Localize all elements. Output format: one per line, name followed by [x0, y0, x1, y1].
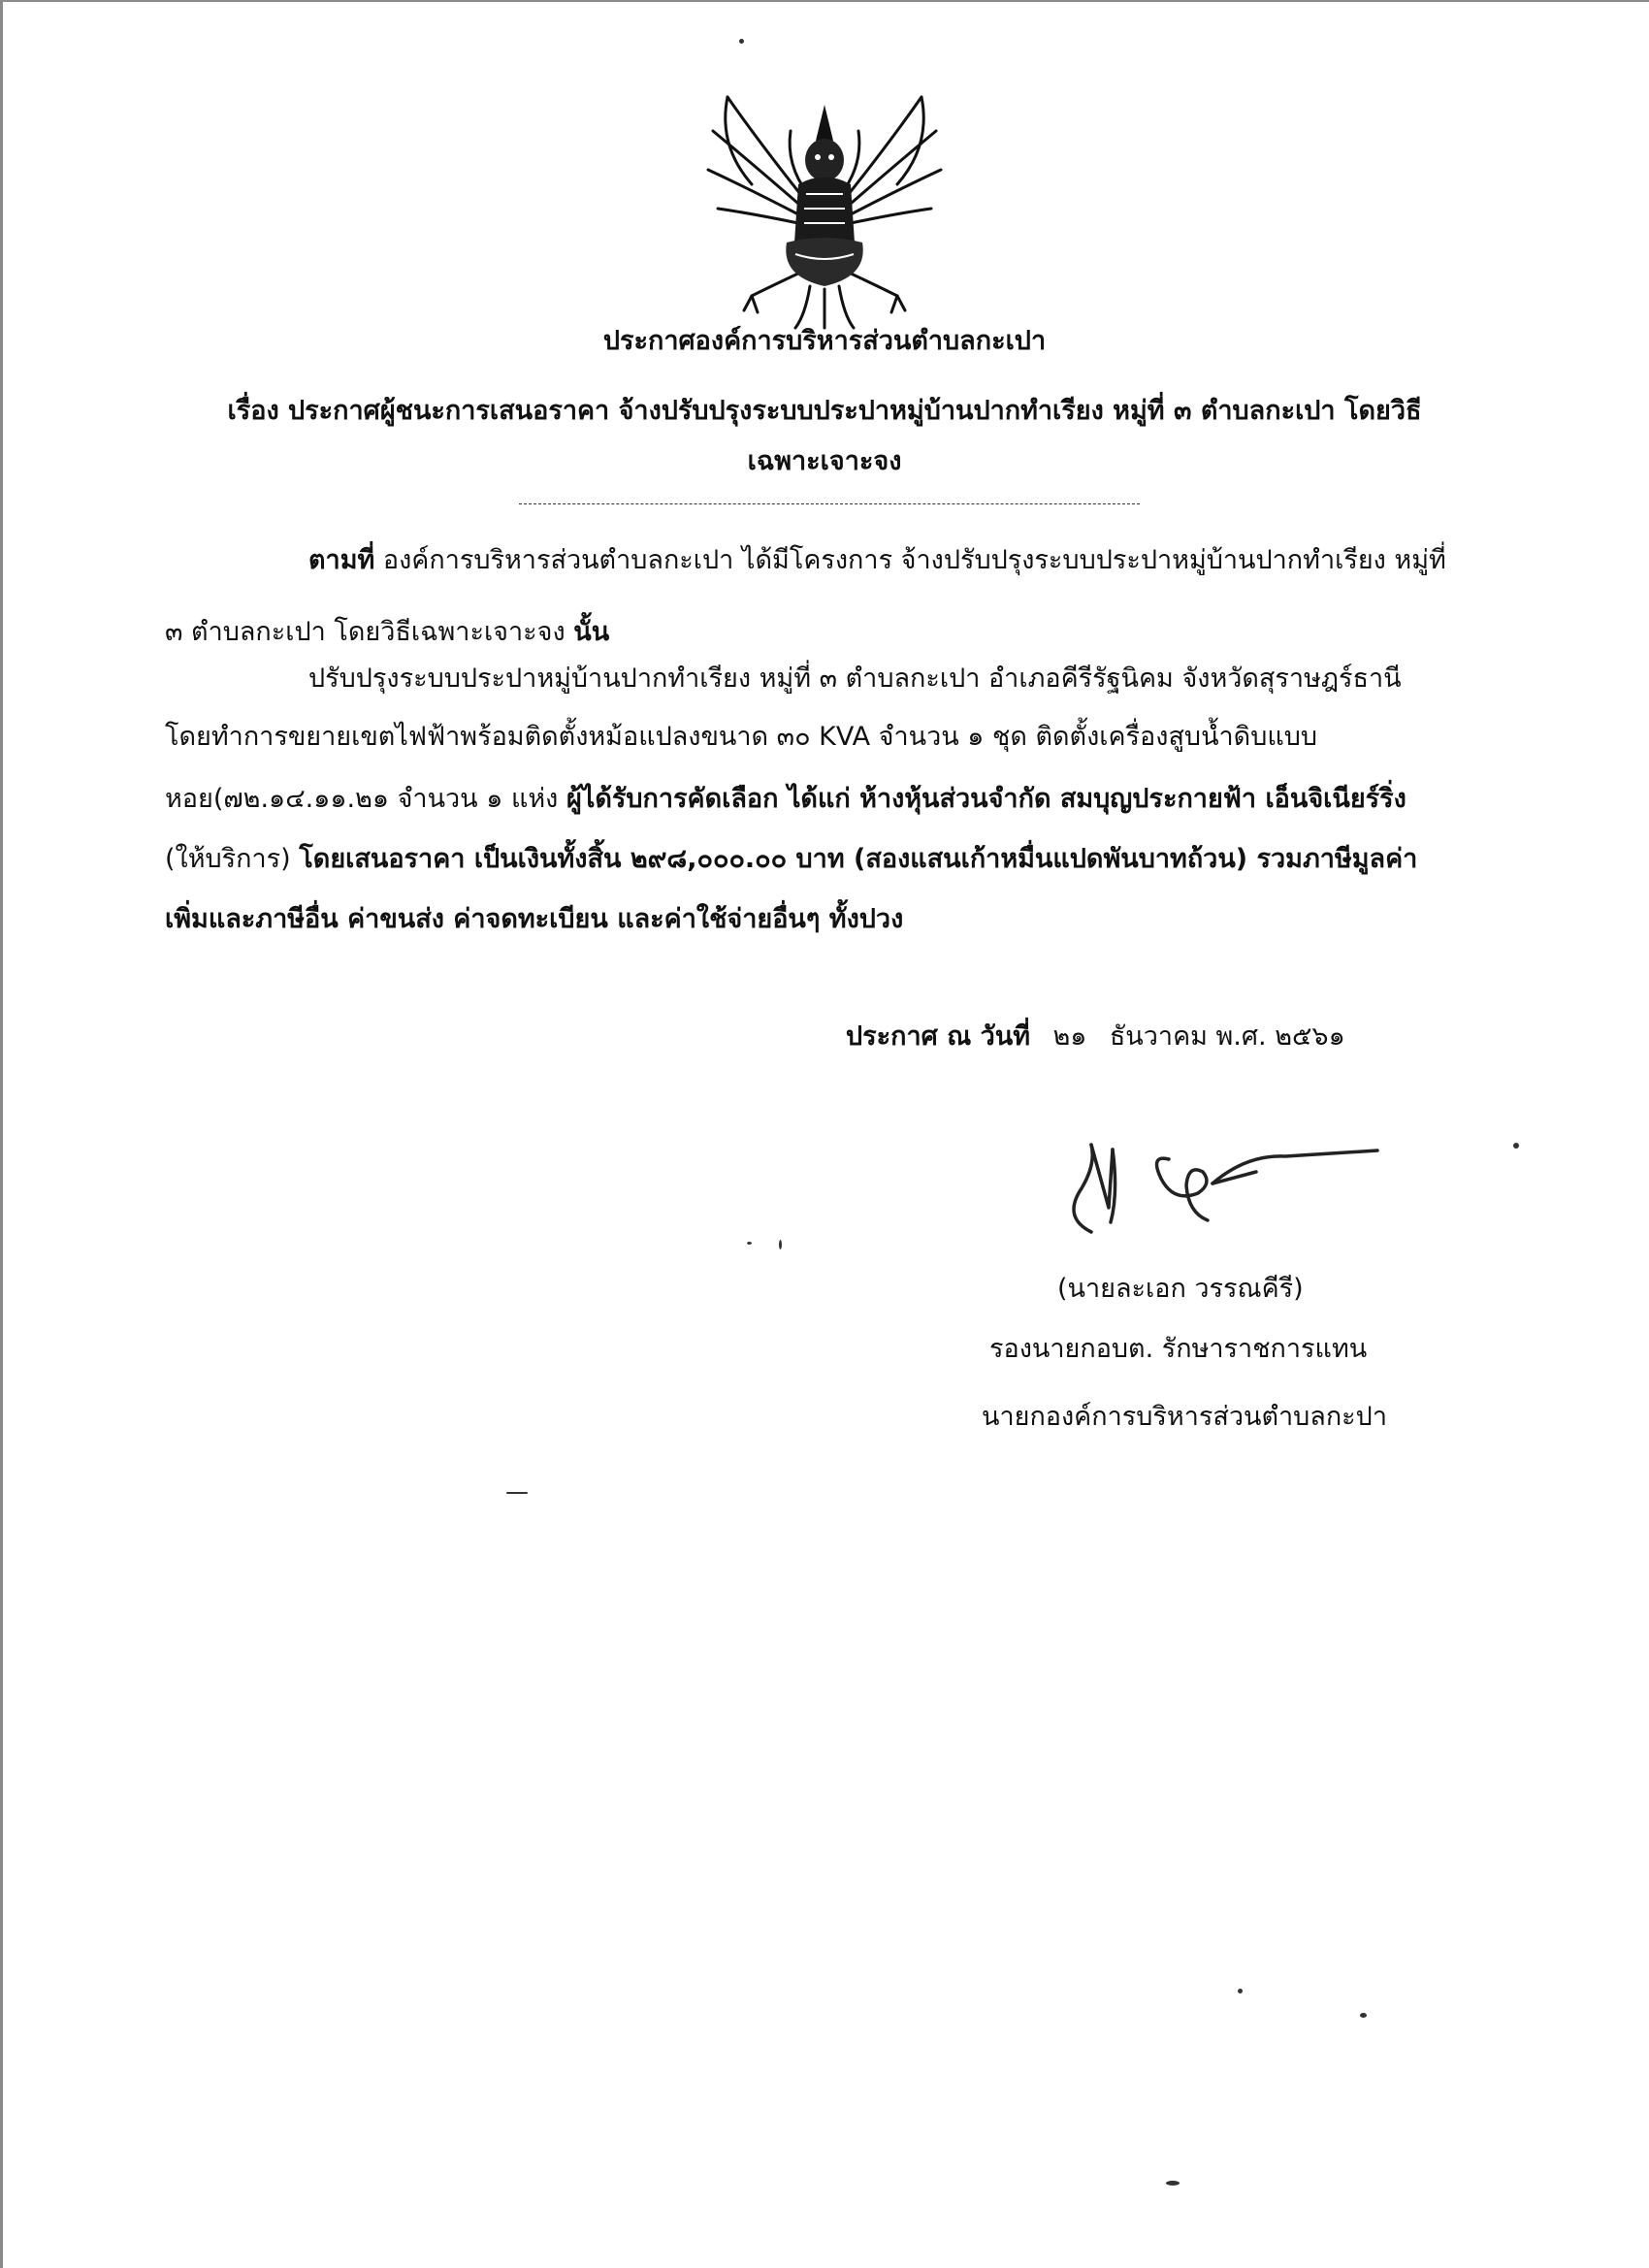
scan-speck — [506, 1492, 528, 1494]
service-type: (ให้บริการ) — [165, 844, 291, 874]
scan-speck — [1513, 1143, 1519, 1149]
scan-speck — [747, 1242, 752, 1245]
garuda-emblem — [694, 87, 955, 330]
paragraph-2-line-2: โดยทำการขยายเขตไฟฟ้าพร้อมติดตั้งหม้อแปลงขนาด ๓๐ KVA จำนวน ๑ ชุด ติดตั้งเครื่องสูบน้ำดิบแบบ — [165, 722, 1318, 752]
paragraph-1-text: องค์การบริหารส่วนตำบลกะเปา ได้มีโครงการ จ้างปรับปรุงระบบประปาหมู่บ้านปากทำเรียง หมู่ที่ — [382, 545, 1446, 575]
handwritten-signature — [1052, 1125, 1382, 1242]
scan-speck — [1166, 2181, 1180, 2186]
subject-line-continued: เฉพาะเจาะจง — [747, 446, 902, 476]
bid-amount-text: โดยเสนอราคา เป็นเงินทั้งสิ้น ๒๙๘,๐๐๐.๐๐ บาท (สองแสนเก้าหมื่นแปดพันบาทถ้วน) รวมภาษีมูลค่า — [299, 844, 1418, 874]
paragraph-lead-word: ตามที่ — [308, 545, 375, 575]
signatory-name: (นายละเอก วรรณคีรี) — [1057, 1274, 1304, 1304]
signatory-title: รองนายกอบต. รักษาราชการแทน — [989, 1334, 1368, 1364]
paragraph-2-line-3 — [165, 784, 1406, 815]
scan-speck — [1360, 2013, 1367, 2018]
separator-rule — [519, 503, 1140, 504]
paragraph-1-text-2: ๓ ตำบลกะเปา โดยวิธีเฉพาะเจาะจง — [165, 617, 566, 647]
paragraph-2-line-4 — [165, 844, 1417, 875]
announcement-heading: ประกาศองค์การบริหารส่วนตำบลกะเปา — [602, 326, 1047, 356]
organization-title: นายกองค์การบริหารส่วนตำบลกะปา — [982, 1402, 1387, 1432]
winner-text: ผู้ได้รับการคัดเลือก ได้แก่ ห้างหุ้นส่วนจำกัด สมบุญประกายฟ้า เอ็นจิเนียร์ริ่ง — [566, 784, 1406, 814]
scan-speck — [739, 39, 744, 44]
paragraph-2-line-5: เพิ่มและภาษีอื่น ค่าขนส่ง ค่าจดทะเบียน และค่าใช้จ่ายอื่นๆ ทั้งปวง — [165, 904, 904, 934]
scan-speck — [779, 1240, 782, 1249]
scan-speck — [1238, 1989, 1243, 1993]
paragraph-2-line-1: ปรับปรุงระบบประปาหมู่บ้านปากทำเรียง หมู่ที่ ๓ ตำบลกะเปา อำเภอคีรีรัฐนิคม จังหวัดสุราษฎร์ธานี — [308, 664, 1402, 694]
paragraph-1-line-2 — [165, 617, 609, 648]
scan-edge-top — [0, 0, 1649, 2]
announcement-date — [846, 1015, 1345, 1056]
item-location: หอย(๗๒.๑๔.๑๑.๒๑ จำนวน ๑ แห่ง — [165, 784, 559, 814]
paragraph-1-end-word: นั้น — [573, 617, 610, 647]
subject-line: เรื่อง ประกาศผู้ชนะการเสนอราคา จ้างปรับปรุงระบบประปาหมู่บ้านปากทำเรียง หมู่ที่ ๓ ตำบลกะเปา โดยวิธี — [227, 396, 1422, 426]
date-day: ๒๑ — [1052, 1021, 1087, 1052]
paragraph-1-line-1 — [308, 545, 1446, 576]
date-prefix: ประกาศ ณ วันที่ — [846, 1021, 1031, 1052]
date-month-year: ธันวาคม พ.ศ. ๒๕๖๑ — [1109, 1021, 1345, 1052]
